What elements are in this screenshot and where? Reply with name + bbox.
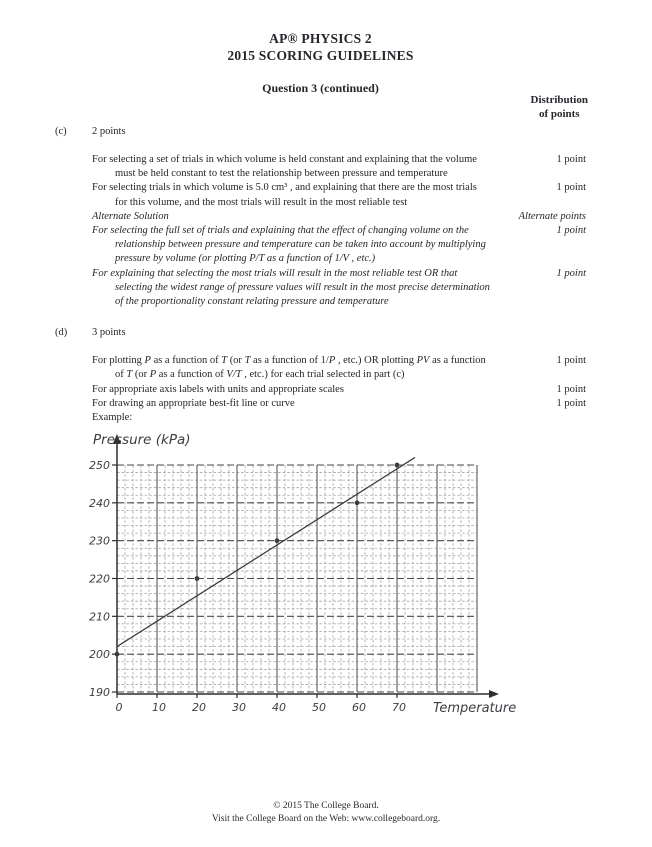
copyright-line: © 2015 The College Board. — [273, 801, 379, 811]
svg-text:20: 20 — [192, 701, 206, 715]
distribution-line-2: of points — [538, 107, 580, 120]
section-items — [92, 354, 586, 425]
svg-text:50: 50 — [312, 701, 326, 715]
rubric-item-text: Example: — [92, 412, 133, 424]
rubric-item — [92, 267, 586, 310]
svg-text:210: 210 — [89, 610, 110, 624]
distribution-of-points-header — [531, 94, 588, 121]
rubric-item-points: 1 point — [556, 397, 586, 409]
rubric-item-points: Alternate points — [518, 210, 586, 222]
svg-text:0: 0 — [115, 701, 123, 715]
section-points-count: 3 points — [92, 327, 126, 339]
svg-text:30: 30 — [232, 701, 246, 715]
rubric-item-text: Alternate Solution — [92, 210, 169, 222]
rubric-item — [92, 397, 586, 411]
rubric-item-text: For selecting a set of trials in which volume is held constant and explaining that the volume must be held constant to test the relationship between pressure and temperature — [92, 154, 477, 180]
rubric-item-points: 1 point — [556, 355, 586, 367]
section-label: (c) — [55, 126, 67, 137]
rubric-item — [92, 210, 586, 224]
rubric-item-points: 1 point — [556, 154, 586, 165]
svg-text:220: 220 — [89, 572, 110, 586]
page-footer — [0, 800, 652, 825]
svg-text:230: 230 — [89, 534, 110, 548]
svg-text:40: 40 — [272, 701, 286, 715]
section-items — [92, 153, 586, 309]
rubric-sections — [55, 125, 586, 425]
rubric-item-points: 1 point — [556, 182, 586, 194]
document-title — [55, 30, 586, 64]
rubric-item-text: For explaining that selecting the most trials will result in the most reliable test OR that selecting the widest range of pressure values will result in the most precise determination of the proportionality constant relating pressure and temperature — [92, 267, 490, 308]
rubric-item — [92, 354, 586, 382]
rubric-item-text: For plotting P as a function of T (or T as a function of 1/P , etc.) OR plotting PV as a function of T (or P as a function of V/T , etc.) for each trial selected in part (c) — [92, 355, 486, 381]
rubric-item-points: 1 point — [556, 225, 586, 237]
title-line-1: AP® PHYSICS 2 — [269, 31, 372, 46]
svg-text:200: 200 — [89, 648, 110, 662]
svg-text:Temperature: Temperature — [433, 701, 517, 717]
rubric-item-points: 1 point — [556, 383, 586, 395]
rubric-item — [92, 224, 586, 267]
svg-text:Pressure (kPa): Pressure (kPa) — [93, 432, 191, 449]
rubric-item — [92, 181, 586, 209]
rubric-item-text: For selecting trials in which volume is 5.0 cm³ , and explaining that there are the most trials for this volume, and the most trials will result in the most reliable test — [92, 182, 477, 208]
example-graph — [81, 428, 586, 728]
svg-text:60: 60 — [352, 701, 366, 715]
section-label: (d) — [55, 327, 68, 339]
rubric-item-text: For appropriate axis labels with units and appropriate scales — [92, 383, 344, 395]
rubric-item-text: For selecting the full set of trials and explaining that the effect of changing volume on the relationship between pressure and temperature can be taken into account by multiplying pressure by volume (or plotting P/T as a function of 1/V , etc.) — [92, 225, 486, 265]
pressure-vs-temperature-graph — [81, 428, 551, 728]
rubric-item — [92, 411, 586, 425]
question-title: Question 3 (continued) — [262, 81, 379, 95]
svg-text:240: 240 — [89, 497, 110, 511]
rubric-item — [92, 153, 586, 181]
section-header — [55, 326, 586, 340]
rubric-item — [92, 383, 586, 397]
svg-text:10: 10 — [152, 701, 166, 715]
rubric-section — [55, 125, 586, 309]
website-line: Visit the College Board on the Web: www.collegeboard.org. — [211, 813, 441, 824]
rubric-item-text: For drawing an appropriate best-fit line or curve — [92, 397, 295, 409]
section-points-count: 2 points — [92, 126, 126, 137]
section-header — [55, 125, 586, 139]
distribution-line-1: Distribution — [530, 94, 588, 106]
svg-text:250: 250 — [89, 459, 110, 473]
svg-text:190: 190 — [89, 686, 110, 700]
rubric-section — [55, 326, 586, 425]
svg-text:70: 70 — [392, 701, 406, 715]
rubric-item-points: 1 point — [556, 267, 586, 279]
title-line-2: 2015 SCORING GUIDELINES — [227, 48, 414, 63]
